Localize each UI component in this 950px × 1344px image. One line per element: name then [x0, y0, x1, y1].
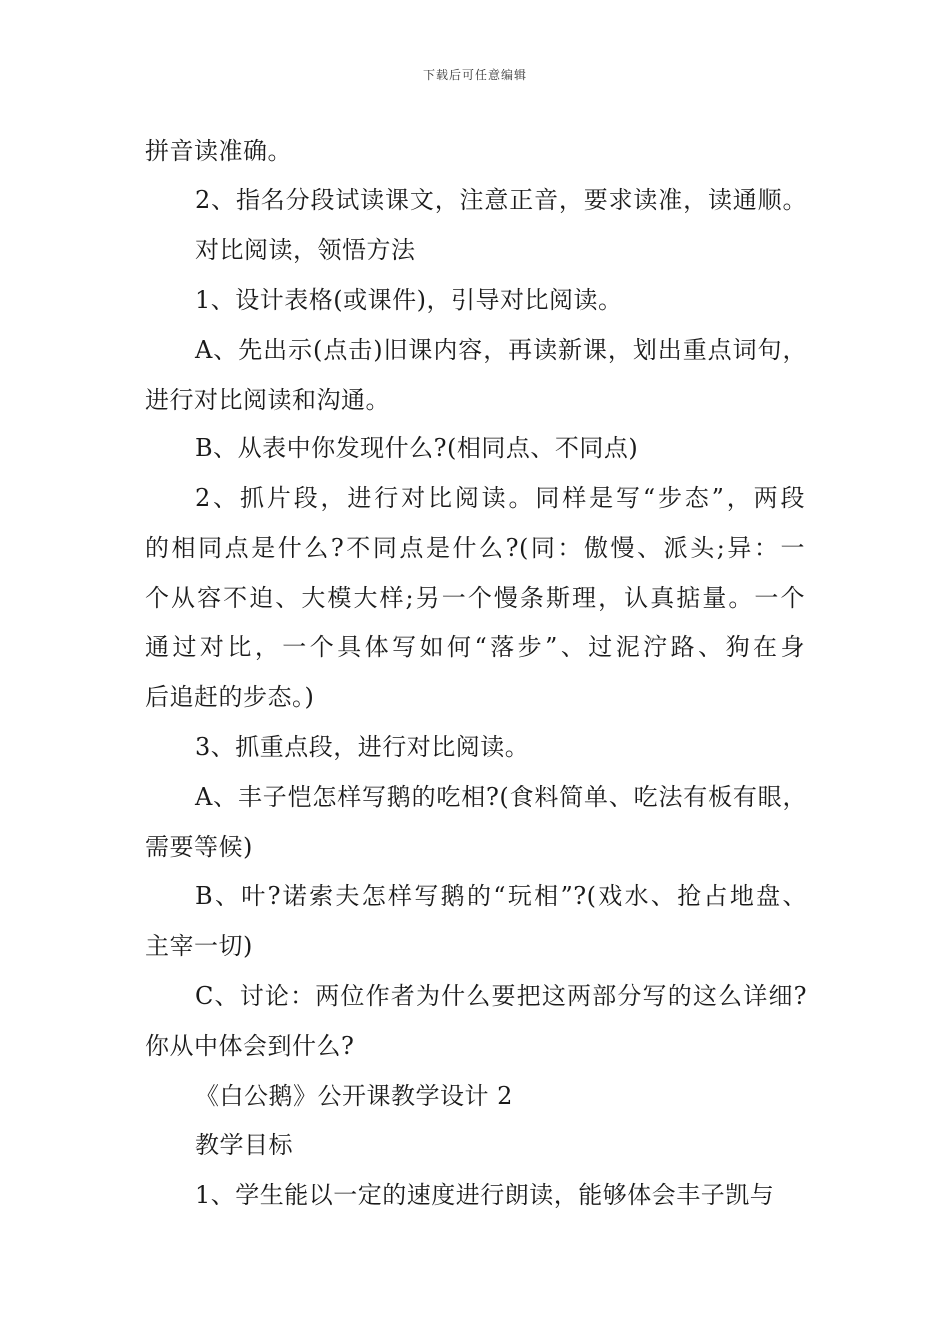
text-line: 你从中体会到什么?	[145, 1032, 355, 1060]
text-line: B、叶?诺索夫怎样写鹅的“玩相”?(戏水、抢占地盘、	[195, 882, 807, 910]
text-line: 1、设计表格(或课件)，引导对比阅读。	[195, 286, 623, 314]
text-line: C、讨论：两位作者为什么要把这两部分写的这么详细?	[195, 982, 807, 1010]
text-line: A、丰子恺怎样写鹅的吃相?(食料简单、吃法有板有眼，	[195, 783, 807, 811]
page-header-note: 下载后可任意编辑	[422, 68, 527, 82]
text-line: 2、指名分段试读课文，注意正音，要求读准，读通顺。	[195, 186, 807, 214]
text-line: 拼音读准确。	[145, 137, 292, 165]
section-title: 《白公鹅》公开课教学设计 2	[195, 1082, 513, 1110]
text-line: 需要等候)	[145, 833, 253, 861]
text-line: 2、抓片段，进行对比阅读。同样是写“步态”，两段	[195, 484, 805, 512]
section-heading: 对比阅读，领悟方法	[195, 236, 416, 264]
section-heading: 教学目标	[195, 1131, 293, 1159]
text-line: 通过对比，一个具体写如何“落步”、过泥泞路、狗在身	[145, 633, 805, 661]
text-line: A、先出示(点击)旧课内容，再读新课，划出重点词句，	[195, 336, 807, 364]
text-line: 1、学生能以一定的速度进行朗读，能够体会丰子凯与	[195, 1181, 775, 1209]
text-line: B、从表中你发现什么?(相同点、不同点)	[195, 434, 639, 462]
text-line: 3、抓重点段，进行对比阅读。	[195, 733, 530, 761]
text-line: 进行对比阅读和沟通。	[145, 386, 390, 414]
text-line: 主宰一切)	[145, 932, 253, 960]
text-line: 后追赶的步态。)	[145, 683, 315, 711]
text-line: 的相同点是什么?不同点是什么?(同：傲慢、派头;异：一	[145, 534, 805, 562]
text-line: 个从容不迫、大模大样;另一个慢条斯理，认真掂量。一个	[145, 584, 805, 612]
